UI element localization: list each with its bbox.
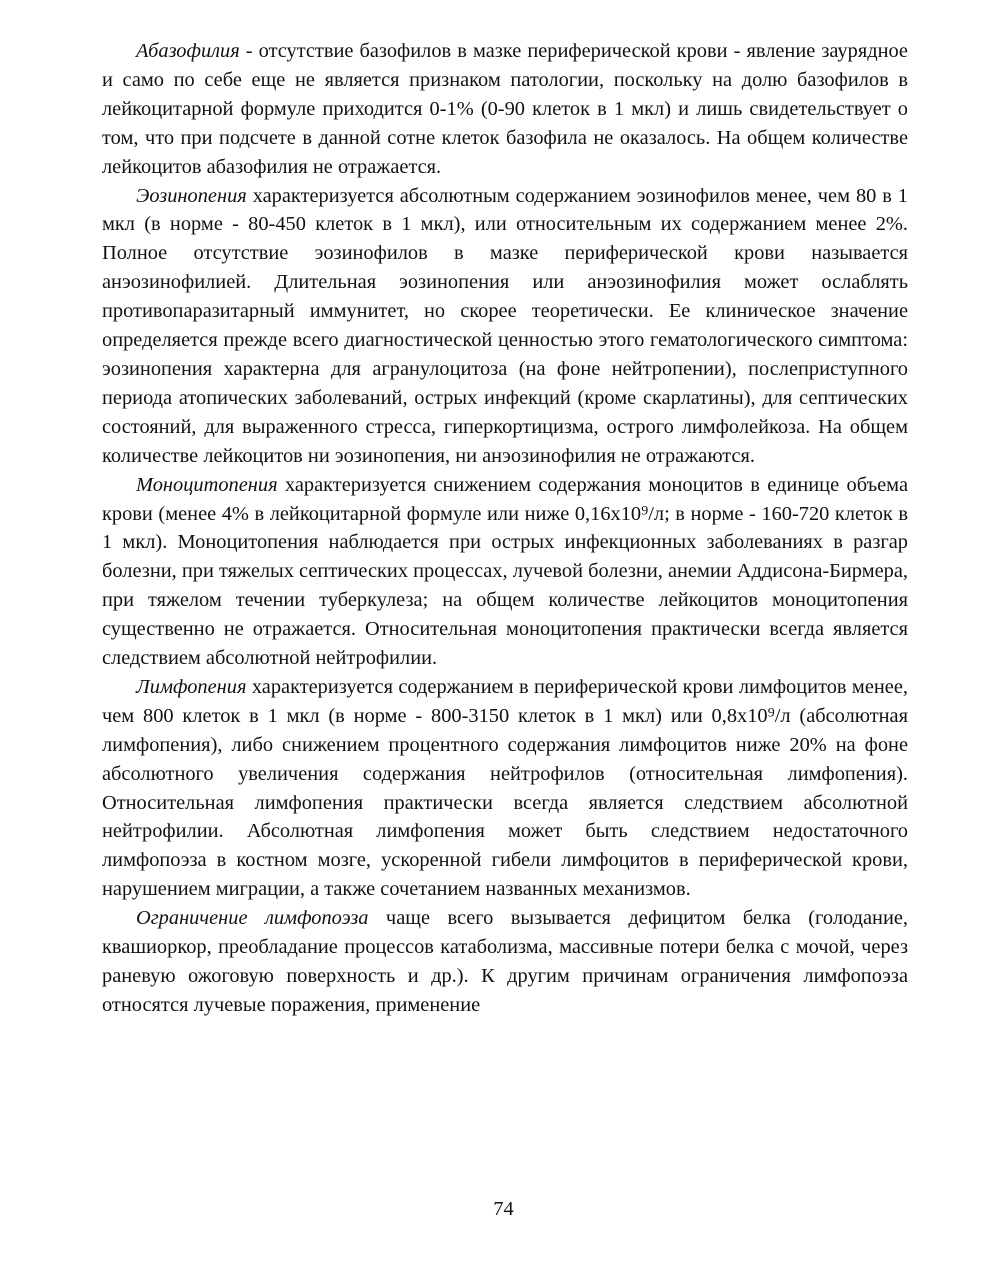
paragraph-lymphopenia [102, 673, 908, 904]
paragraph-abasophilia [102, 37, 908, 182]
document-page [102, 37, 908, 1020]
paragraph-text: - отсутствие базофилов в мазке периферической крови - явление заурядное и само по себе еще не является признаком патологии, поскольку на долю базофилов в лейкоцитарной формуле приходится 0-1% (0-90 клеток в 1 мкл) и лишь свидетельствует о том, что при подсчете в данной сотне клеток базофила не оказалось. На общем количестве лейкоцитов абазофилия не отражается. [102, 40, 908, 178]
page-number: 74 [493, 1198, 514, 1220]
paragraph-text: чаще всего вызывается дефицитом белка (голодание, квашиоркор, преобладание процессов катаболизма, массивные потери белка с мочой, через раневую ожоговую поверхность и др.). К другим причинам ограничения лимфопоэза относятся лучевые поражения, применение [102, 907, 909, 1016]
paragraph-eosinopenia [102, 182, 908, 471]
term-abasophilia: Абазофилия [136, 40, 240, 62]
paragraph-monocytopenia [102, 471, 908, 673]
paragraph-text: характеризуется абсолютным содержанием эозинофилов менее, чем 80 в 1 мкл (в норме - 80-450 клеток в 1 мкл), или относительным их содержанием менее 2%. Полное отсутствие эозинофилов в мазке периферической крови называется анэозинофилией. Длительная эозинопения или анэозинофилия может ослаблять противопаразитарный иммунитет, но скорее теоретически. Ее клиническое значение определяется прежде всего диагностической ценностью этого гематологического симптома: эозинопения характерна для агранулоцитоза (на фоне нейтропении), послеприступного периода атопических заболеваний, острых инфекций (кроме скарлатины), для септических состояний, для выраженного стресса, гиперкортицизма, острого лимфолейкоза. На общем количестве лейкоцитов ни эозинопения, ни анэозинофилия не отражаются. [102, 184, 908, 467]
term-lymphopoiesis-limitation: Ограничение лимфопоэза [136, 907, 369, 930]
term-lymphopenia: Лимфопения [136, 675, 247, 698]
paragraph-text: характеризуется содержанием в периферической крови лимфоцитов менее, чем 800 клеток в 1 мкл (в норме - 800-3150 клеток в 1 мкл) или 0,8х10⁹/л (абсолютная лимфопения), либо снижением процентного содержания лимфоцитов ниже 20% на фоне абсолютного увеличения содержания нейтрофилов (относительная лимфопения). Относительная лимфопения практически всегда является следствием абсолютной нейтрофилии. Абсолютная лимфопения может быть следствием недостаточного лимфопоэза в костном мозге, ускоренной гибели лимфоцитов в периферической крови, нарушением миграции, а также сочетанием названных механизмов. [102, 675, 908, 901]
term-monocytopenia: Моноцитопения [136, 473, 278, 496]
paragraph-text: характеризуется снижением содержания моноцитов в единице объема крови (менее 4% в лейкоцитарной формуле или ниже 0,16х10⁹/л; в норме - 160-720 клеток в 1 мкл). Моноцитопения наблюдается при острых инфекционных заболеваниях в разгар болезни, при тяжелых септических процессах, лучевой болезни, анемии Аддисона-Бирмера, при тяжелом течении туберкулеза; на общем количестве лейкоцитов моноцитопения существенно не отражается. Относительная моноцитопения практически всегда является следствием абсолютной нейтрофилии. [102, 473, 908, 670]
paragraph-lymphopoiesis-limitation [102, 904, 908, 1020]
term-eosinopenia: Эозинопения [136, 184, 247, 207]
